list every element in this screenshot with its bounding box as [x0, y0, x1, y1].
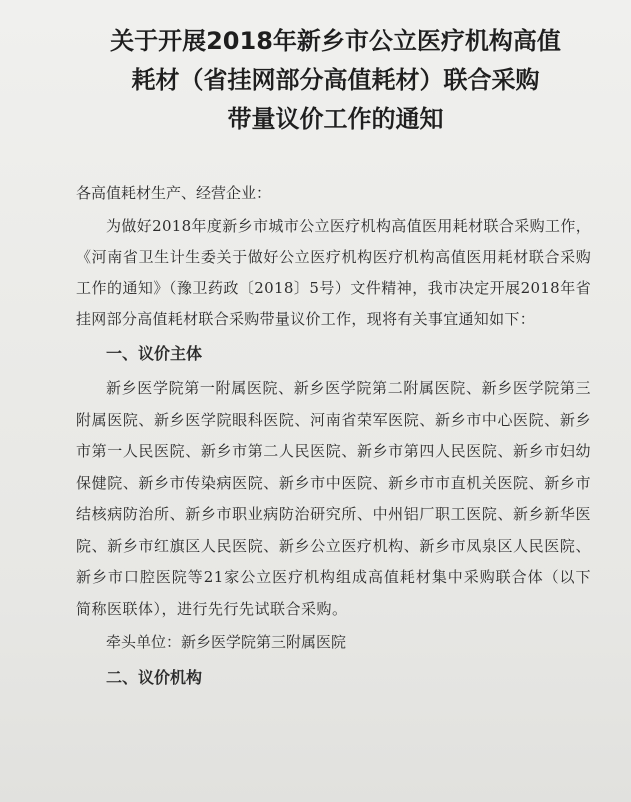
- title-line-1: 关于开展2018年新乡市公立医疗机构高值: [110, 27, 561, 55]
- lead-unit-line: 牵头单位：新乡医学院第三附属医院: [106, 633, 347, 651]
- section-heading-2: 二、议价机构: [106, 668, 203, 687]
- section-heading-1: 一、议价主体: [106, 344, 203, 363]
- salutation: 各高值耗材生产、经营企业：: [76, 184, 272, 202]
- section-1-body: 新乡医学院第一附属医院、新乡医学院第二附属医院、新乡医学院第三附属医院、新乡医学院眼科医院、河南省荣军医院、新乡市中心医院、新乡市第一人民医院、新乡市第二人民医院、新乡市第四人民医院、新乡市妇幼保健院、新乡市传染病医院、新乡市中医院、新乡市市直机关医院、新乡市结核病防治所、新乡市职业病防治研究所、中州铝厂职工医院、新乡新华医院、新乡市红旗区人民医院、新乡公立医疗机构、新乡市凤泉区人民医院、新乡市口腔医院等21家公立医疗机构组成高值耗材集中采购联合体（以下简称医联体），进行先行先试联合采购。: [76, 379, 591, 618]
- document-title: [40, 22, 631, 139]
- title-line-2: 耗材（省挂网部分高值耗材）联合采购: [131, 66, 540, 94]
- intro-paragraph: 为做好2018年度新乡市城市公立医疗机构高值医用耗材联合采购工作，《河南省卫生计生委关于做好公立医疗机构医疗机构高值医用耗材联合采购工作的通知》（豫卫药政〔2018〕5号）文件精神，我市决定开展2018年省挂网部分高值耗材联合采购带量议价工作，现将有关事宜通知如下：: [76, 217, 591, 328]
- title-line-3: 带量议价工作的通知: [227, 105, 444, 133]
